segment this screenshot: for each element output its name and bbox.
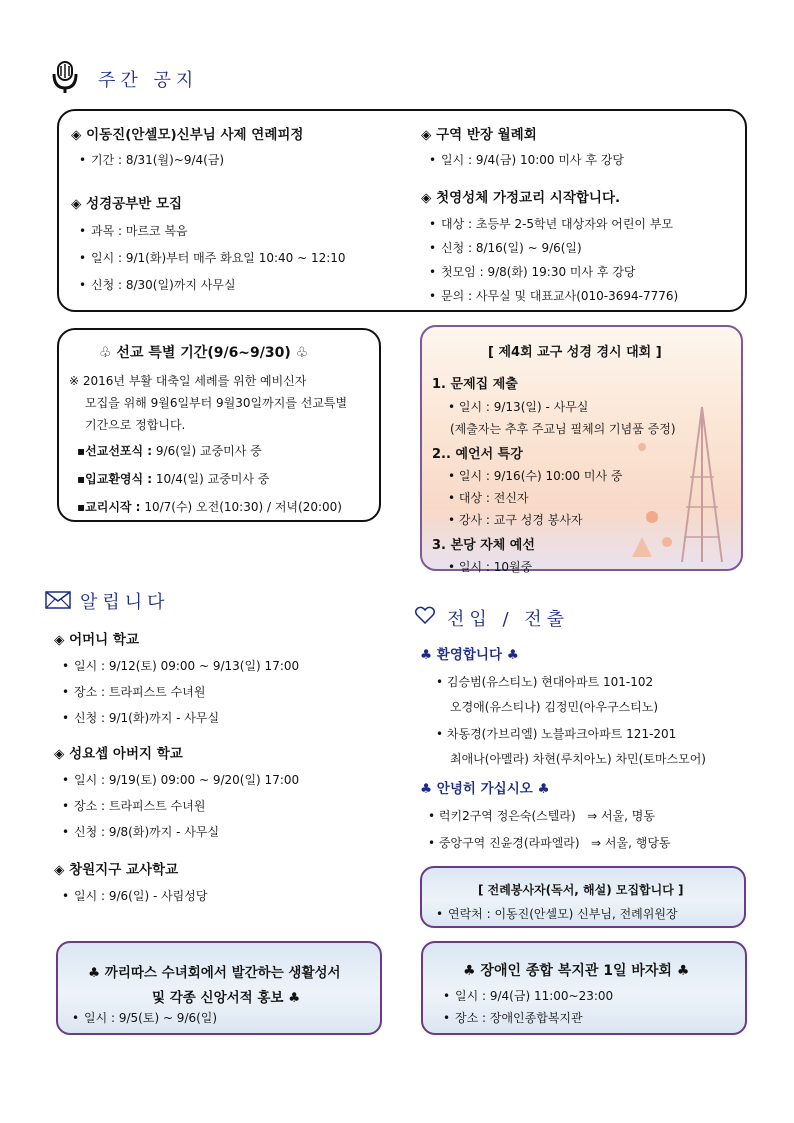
announce-heading: ◈ 어머니 학교: [54, 632, 139, 648]
mission-intro: 모집을 위해 9월6일부터 9월30일까지를 선교특별: [85, 396, 348, 410]
contest-heading: 2.. 예언서 특강: [432, 447, 523, 462]
contest-heading: 1. 문제집 제출: [432, 377, 518, 392]
announce-line: • 장소 : 트라피스트 수녀원: [62, 799, 206, 813]
notice-line: • 일시 : 9/4(금) 10:00 미사 후 강당: [429, 153, 624, 167]
contest-line: • 강사 : 교구 성경 봉사자: [448, 513, 583, 527]
transfer-section: [420, 643, 706, 851]
heart-icon: [415, 606, 435, 627]
notice-line: • 첫모임 : 9/8(화) 19:30 미사 후 강당: [429, 265, 636, 279]
caritas-title: 및 각종 신앙서적 홍보 ♣: [152, 990, 301, 1006]
welcome-line: • 김승범(유스티노) 현대아파트 101-102: [436, 675, 654, 689]
notice-line: • 대상 : 초등부 2-5학년 대상자와 어린이 부모: [429, 217, 674, 231]
mission-item: ▪교리시작 : 10/7(수) 오전(10:30) / 저녁(20:00): [77, 500, 342, 514]
mission-intro: ※ 2016년 부활 대축일 세례를 위한 예비신자: [69, 374, 307, 388]
bazaar-line: • 일시 : 9/4(금) 11:00~23:00: [443, 989, 614, 1003]
announce-heading: ◈ 창원지구 교사학교: [54, 862, 179, 878]
bible-contest-title: [ 제4회 교구 성경 경시 대회 ]: [488, 345, 662, 360]
caritas-line: • 일시 : 9/5(토) ~ 9/6(일): [72, 1011, 218, 1025]
notice-heading: ◈ 구역 반장 월례회: [421, 127, 537, 143]
announce-line: • 장소 : 트라피스트 수녀원: [62, 685, 206, 699]
announce-line: • 신청 : 9/8(화)까지 - 사무실: [62, 825, 220, 839]
liturgy-title: [ 전례봉사자(독서, 해설) 모집합니다 ]: [478, 883, 684, 897]
farewell-line: • 중앙구역 진윤경(라파엘라) ⇒ 서울, 행당동: [428, 836, 671, 850]
mission-box: [57, 328, 381, 522]
contest-line: • 대상 : 전신자: [448, 491, 529, 505]
welcome-line: 오경애(유스티나) 김정민(아우구스티노): [450, 700, 659, 714]
announce-line: • 신청 : 9/1(화)까지 - 사무실: [62, 711, 220, 725]
announce-line: • 일시 : 9/19(토) 09:00 ~ 9/20(일) 17:00: [62, 773, 300, 787]
farewell-heading: ♣ 안녕히 가십시오 ♣: [420, 781, 550, 797]
mission-title: ♧ 선교 특별 기간(9/6~9/30) ♧: [99, 345, 309, 361]
notice-line: • 과목 : 마르코 복음: [79, 224, 188, 238]
liturgy-box: [420, 866, 746, 928]
notice-line: • 일시 : 9/1(화)부터 매주 화요일 10:40 ~ 12:10: [79, 251, 346, 265]
bazaar-line: • 장소 : 장애인종합복지관: [443, 1011, 583, 1025]
transfer-title: 전입 / 전출: [447, 609, 570, 630]
announce-heading: ◈ 성요셉 아버지 학교: [54, 746, 183, 762]
contest-line: • 일시 : 10월중: [448, 560, 533, 574]
envelope-icon: [45, 591, 71, 612]
contest-heading: 3. 본당 자체 예선: [432, 538, 535, 553]
farewell-line: • 럭키2구역 정은숙(스텔라) ⇒ 서울, 명동: [428, 809, 655, 823]
contest-line: (제출자는 추후 주교님 필체의 기념품 증정): [450, 422, 676, 436]
notice-line: • 신청 : 8/30(일)까지 사무실: [79, 278, 236, 292]
welcome-line: 최애나(아멜라) 차현(루치아노) 차민(토마스모어): [450, 752, 706, 766]
weekly-notice-title: 주간 공지: [98, 70, 199, 91]
bazaar-box: [421, 941, 747, 1035]
liturgy-line: • 연락처 : 이동진(안셀모) 신부님, 전례위원장: [436, 907, 678, 921]
caritas-box: [56, 941, 382, 1035]
announcements-title: 알립니다: [80, 592, 170, 613]
contest-line: • 일시 : 9/16(수) 10:00 미사 중: [448, 469, 623, 483]
welcome-line: • 차동경(가브리엘) 노블파크아파트 121-201: [436, 727, 677, 741]
caritas-title: ♣ 까리따스 수녀회에서 발간하는 생활성서: [88, 965, 341, 981]
notice-line: • 문의 : 사무실 및 대표교사(010-3694-7776): [429, 289, 679, 303]
mission-item: ▪입교환영식 : 10/4(일) 교중미사 중: [77, 472, 270, 486]
notice-heading: ◈ 성경공부반 모집: [71, 196, 183, 212]
bible-contest-box: [420, 325, 743, 574]
announce-line: • 일시 : 9/6(일) - 사림성당: [62, 889, 208, 903]
notice-heading: ◈ 이동진(안셀모)신부님 사제 연례피정: [71, 127, 304, 143]
contest-line: • 일시 : 9/13(일) - 사무실: [448, 400, 589, 414]
mission-item: ▪선교선포식 : 9/6(일) 교중미사 중: [77, 444, 262, 458]
announcements-list: [54, 628, 299, 904]
notice-line: • 기간 : 8/31(월)~9/4(금): [79, 153, 225, 167]
notice-heading: ◈ 첫영성체 가정교리 시작합니다.: [421, 190, 621, 206]
welcome-heading: ♣ 환영합니다 ♣: [420, 647, 519, 663]
announce-line: • 일시 : 9/12(토) 09:00 ~ 9/13(일) 17:00: [62, 659, 300, 673]
notice-line: • 신청 : 8/16(일) ~ 9/6(일): [429, 241, 582, 255]
microphone-icon: [52, 60, 78, 94]
weekly-notice-box: [57, 109, 747, 312]
bazaar-title: ♣ 장애인 종합 복지관 1일 바자회 ♣: [463, 963, 690, 979]
mission-intro: 기간으로 정합니다.: [85, 418, 186, 432]
